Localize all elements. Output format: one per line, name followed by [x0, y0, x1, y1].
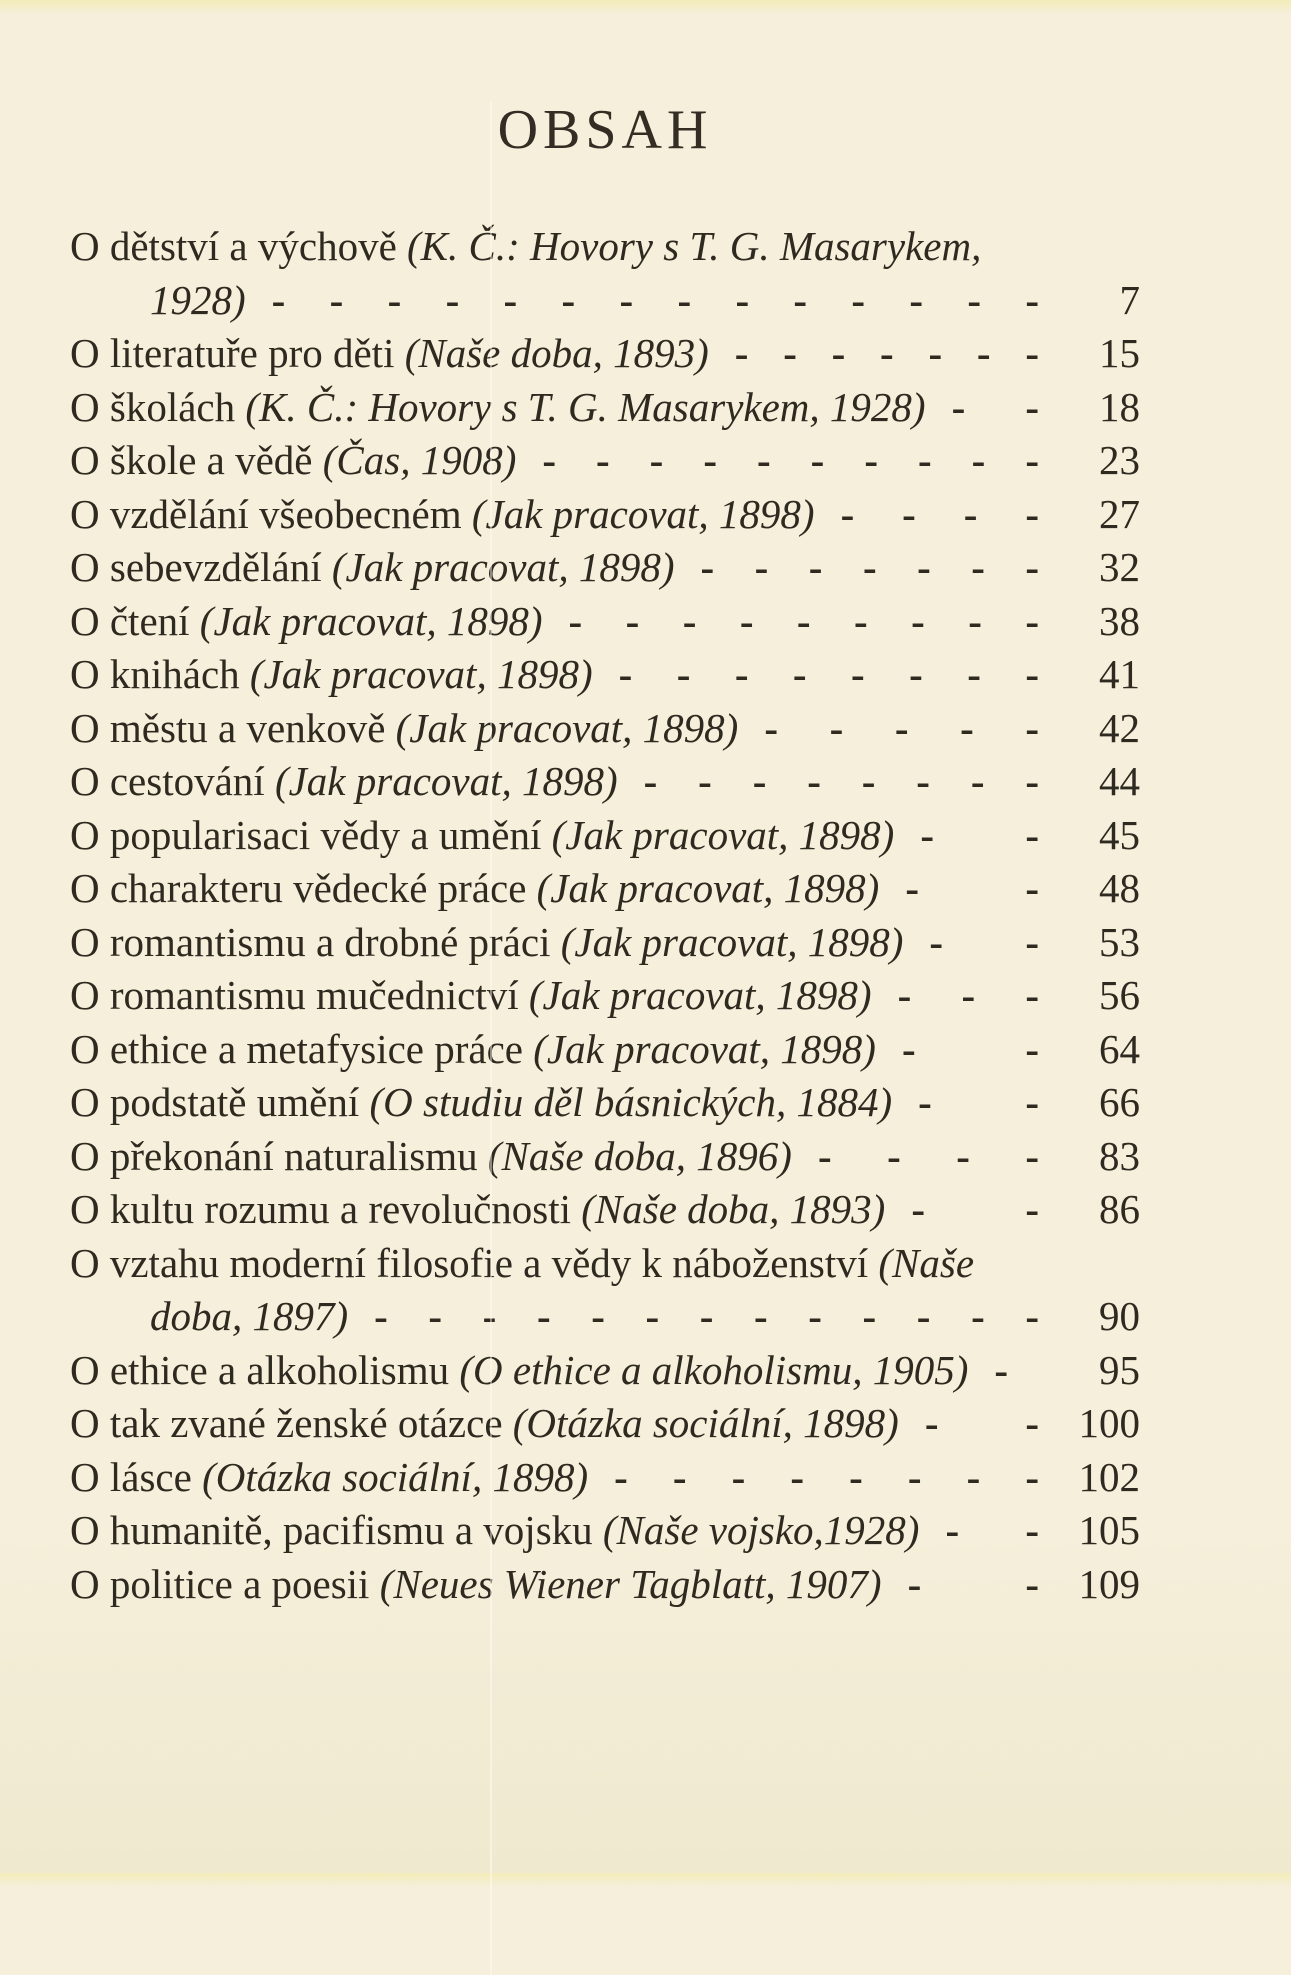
toc-entry-text [70, 434, 516, 488]
page-number: 38 [1099, 597, 1140, 644]
entry-citation: (Jak pracovat, 1898) [331, 544, 675, 590]
toc-row [70, 809, 1140, 863]
page-number: 27 [1099, 490, 1140, 537]
entry-title: O literatuře pro děti [70, 330, 405, 376]
toc-entry-text [70, 1237, 974, 1291]
toc-row [70, 1344, 1140, 1398]
toc-entry-text [70, 488, 815, 542]
entry-citation: (Naše [878, 1239, 975, 1286]
entry-title: O čtení [70, 597, 200, 644]
page-number: 48 [1099, 865, 1140, 911]
entry-title: O překonání naturalismu [70, 1132, 488, 1179]
toc-entry-text [70, 1023, 876, 1077]
toc-entry-text [70, 755, 618, 809]
leader-dashes: - - - [897, 972, 1040, 1018]
page-number: 53 [1099, 918, 1140, 965]
toc-row [70, 1076, 1140, 1130]
toc-entry-text [70, 541, 675, 595]
page-number: 32 [1099, 544, 1140, 590]
toc-row [70, 1130, 1140, 1184]
page-number: 7 [1119, 276, 1140, 323]
leader-dashes: - - - - - - - [700, 544, 1040, 590]
toc-row [70, 969, 1140, 1023]
page-number: 83 [1099, 1132, 1140, 1179]
entry-title: O sebevzdělání [70, 544, 332, 590]
entry-title: O humanitě, pacifismu a vojsku [70, 1507, 603, 1553]
entry-citation: (Jak pracovat, 1898) [471, 490, 815, 537]
page-number: 18 [1099, 383, 1140, 430]
toc-row [70, 916, 1140, 970]
toc-entry-text [70, 1397, 899, 1451]
leader-dashes: - - - - - - - - [614, 1453, 1040, 1500]
leader-dashes: - - [907, 1560, 1040, 1607]
entry-title: O popularisaci vědy a umění [70, 811, 552, 858]
entry-title: O cestování [70, 758, 275, 804]
toc-row [70, 541, 1140, 595]
toc-row [70, 488, 1140, 542]
toc-entry-text [70, 1290, 348, 1344]
page-number: 64 [1099, 1025, 1140, 1072]
entry-citation: (Jak pracovat, 1898) [536, 865, 880, 911]
entry-citation: (Čas, 1908) [322, 437, 517, 483]
page-number: 44 [1099, 758, 1140, 804]
toc-row [70, 1397, 1140, 1451]
entry-title: O romantismu mučednictví [70, 972, 529, 1018]
page-number: 23 [1099, 437, 1140, 483]
page-number: 56 [1099, 972, 1140, 1018]
toc-entry-text [70, 809, 894, 863]
entry-citation: (O ethice a alkoholismu, 1905) [459, 1346, 969, 1393]
toc-entry-text [70, 327, 709, 381]
page-number: 86 [1099, 1186, 1140, 1232]
entry-citation: (Jak pracovat, 1898) [274, 758, 618, 804]
entry-title: O lásce [70, 1453, 203, 1500]
page-number: 95 [1099, 1346, 1140, 1393]
toc-row [70, 1183, 1140, 1237]
page-number: 109 [1078, 1560, 1140, 1607]
toc-row [70, 1451, 1140, 1505]
toc-row [70, 1023, 1140, 1077]
entry-title: O ethice a metafysice práce [70, 1025, 534, 1072]
table-of-contents [70, 220, 1140, 1611]
page-number: 41 [1099, 651, 1140, 697]
leader-dashes: - - - - - - - - - - - - - [374, 1293, 1040, 1339]
entry-title: O kultu rozumu a revolučnosti [70, 1186, 582, 1232]
leader-dashes: - - [951, 383, 1040, 430]
leader-dashes: - - - - [840, 490, 1040, 537]
leader-dashes: - - [920, 811, 1040, 858]
leader-dashes: - - [911, 1186, 1040, 1232]
leader-dashes: - - [905, 865, 1040, 911]
toc-entry-text [70, 702, 738, 756]
entry-citation: (Naše vojsko,1928) [602, 1507, 920, 1553]
leader-dashes: - - - - - - - - - - [542, 437, 1040, 483]
leader-dashes: - - [918, 1079, 1040, 1125]
entry-citation: (Jak pracovat, 1898) [249, 651, 593, 697]
toc-entry-text [70, 1130, 792, 1184]
toc-row [70, 434, 1140, 488]
toc-row [70, 648, 1140, 702]
book-page [0, 99, 1291, 1975]
toc-entry-text [70, 916, 903, 970]
toc-entry-text [70, 1558, 882, 1612]
entry-citation: (Jak pracovat, 1898) [395, 704, 739, 751]
entry-title: O knihách [70, 651, 250, 697]
page-number: 45 [1099, 811, 1140, 858]
toc-entry-text [70, 220, 981, 274]
toc-row [70, 1558, 1140, 1612]
leader-dashes: - - - - - - - - - [568, 597, 1040, 644]
entry-title: O ethice a alkoholismu [70, 1346, 460, 1393]
page-number: 66 [1099, 1079, 1140, 1125]
page-number: 15 [1099, 330, 1140, 376]
entry-title: O městu a venkově [70, 704, 396, 751]
leader-dashes: - - [945, 1507, 1040, 1553]
toc-row [70, 862, 1140, 916]
toc-entry-text [70, 1344, 968, 1398]
toc-entry-text [70, 862, 879, 916]
entry-citation: (Jak pracovat, 1898) [528, 972, 872, 1018]
toc-row [70, 327, 1140, 381]
leader-dashes: - - - - - - - - [618, 651, 1040, 697]
toc-row [70, 1290, 1140, 1344]
entry-citation: (Neues Wiener Tagblatt, 1907) [379, 1560, 882, 1607]
entry-title: O romantismu a drobné práci [70, 918, 561, 965]
entry-title: O vzdělání všeobecném [70, 490, 472, 537]
page-number: 105 [1078, 1507, 1140, 1553]
toc-row [70, 381, 1140, 435]
leader-dashes: - - - - - - - - [643, 758, 1040, 804]
leader-dashes: - - [929, 918, 1040, 965]
entry-citation: 1928) [150, 276, 246, 323]
page-number: 90 [1099, 1293, 1140, 1339]
entry-citation: (Naše doba, 1893) [404, 330, 709, 376]
entry-citation: (Otázka sociální, 1898) [512, 1400, 899, 1446]
entry-citation: (K. Č.: Hovory s T. G. Masarykem, [407, 223, 982, 269]
toc-entry-text [70, 1183, 885, 1237]
entry-citation: (Jak pracovat, 1898) [560, 918, 904, 965]
toc-entry-text [70, 969, 872, 1023]
toc-row [70, 1237, 1140, 1291]
entry-title: O podstatě umění [70, 1079, 370, 1125]
entry-title: O tak zvané ženské otázce [70, 1400, 513, 1446]
toc-row [70, 755, 1140, 809]
leader-dashes: - - [901, 1025, 1040, 1072]
entry-citation: (Jak pracovat, 1898) [199, 597, 543, 644]
toc-entry-text [70, 1504, 919, 1558]
entry-citation: doba, 1897) [150, 1293, 349, 1339]
toc-row [70, 220, 1140, 274]
page-number: 100 [1078, 1400, 1140, 1446]
toc-entry-text [70, 595, 543, 649]
entry-citation: (Otázka sociální, 1898) [202, 1453, 589, 1500]
page-number: 42 [1099, 704, 1140, 751]
page-number: 102 [1078, 1453, 1140, 1500]
entry-title: O škole a vědě [70, 437, 323, 483]
entry-title: O vztahu moderní filosofie a vědy k náboženství [70, 1239, 879, 1286]
entry-title: O charakteru vědecké práce [70, 865, 537, 911]
entry-citation: (O studiu děl básnických, 1884) [369, 1079, 893, 1125]
leader-dashes: - - - - - - - [734, 330, 1040, 376]
leader-dashes: - - [924, 1400, 1040, 1446]
leader-dashes: - - - - - [764, 704, 1040, 751]
toc-entry-text [70, 381, 926, 435]
entry-title: O školách [70, 383, 246, 430]
page-title: OBSAH [497, 99, 713, 161]
leader-dashes: - - - - [817, 1132, 1040, 1179]
toc-row [70, 1504, 1140, 1558]
entry-citation: (Naše doba, 1896) [487, 1132, 792, 1179]
entry-title: O dětství a výchově [70, 223, 408, 269]
leader-dashes: - - - - - - - - - - - - - - [271, 276, 1040, 323]
entry-title: O politice a poesii [70, 1560, 380, 1607]
toc-entry-text [70, 648, 593, 702]
toc-entry-text [70, 1076, 892, 1130]
entry-citation: (Jak pracovat, 1898) [551, 811, 895, 858]
toc-entry-text [70, 1451, 588, 1505]
entry-citation: (K. Č.: Hovory s T. G. Masarykem, 1928) [245, 383, 926, 430]
toc-entry-text [70, 274, 246, 328]
toc-row [70, 702, 1140, 756]
toc-row [70, 274, 1140, 328]
toc-row [70, 595, 1140, 649]
entry-citation: (Naše doba, 1893) [581, 1186, 886, 1232]
entry-citation: (Jak pracovat, 1898) [533, 1025, 876, 1072]
leader-dashes: - [994, 1346, 1010, 1393]
